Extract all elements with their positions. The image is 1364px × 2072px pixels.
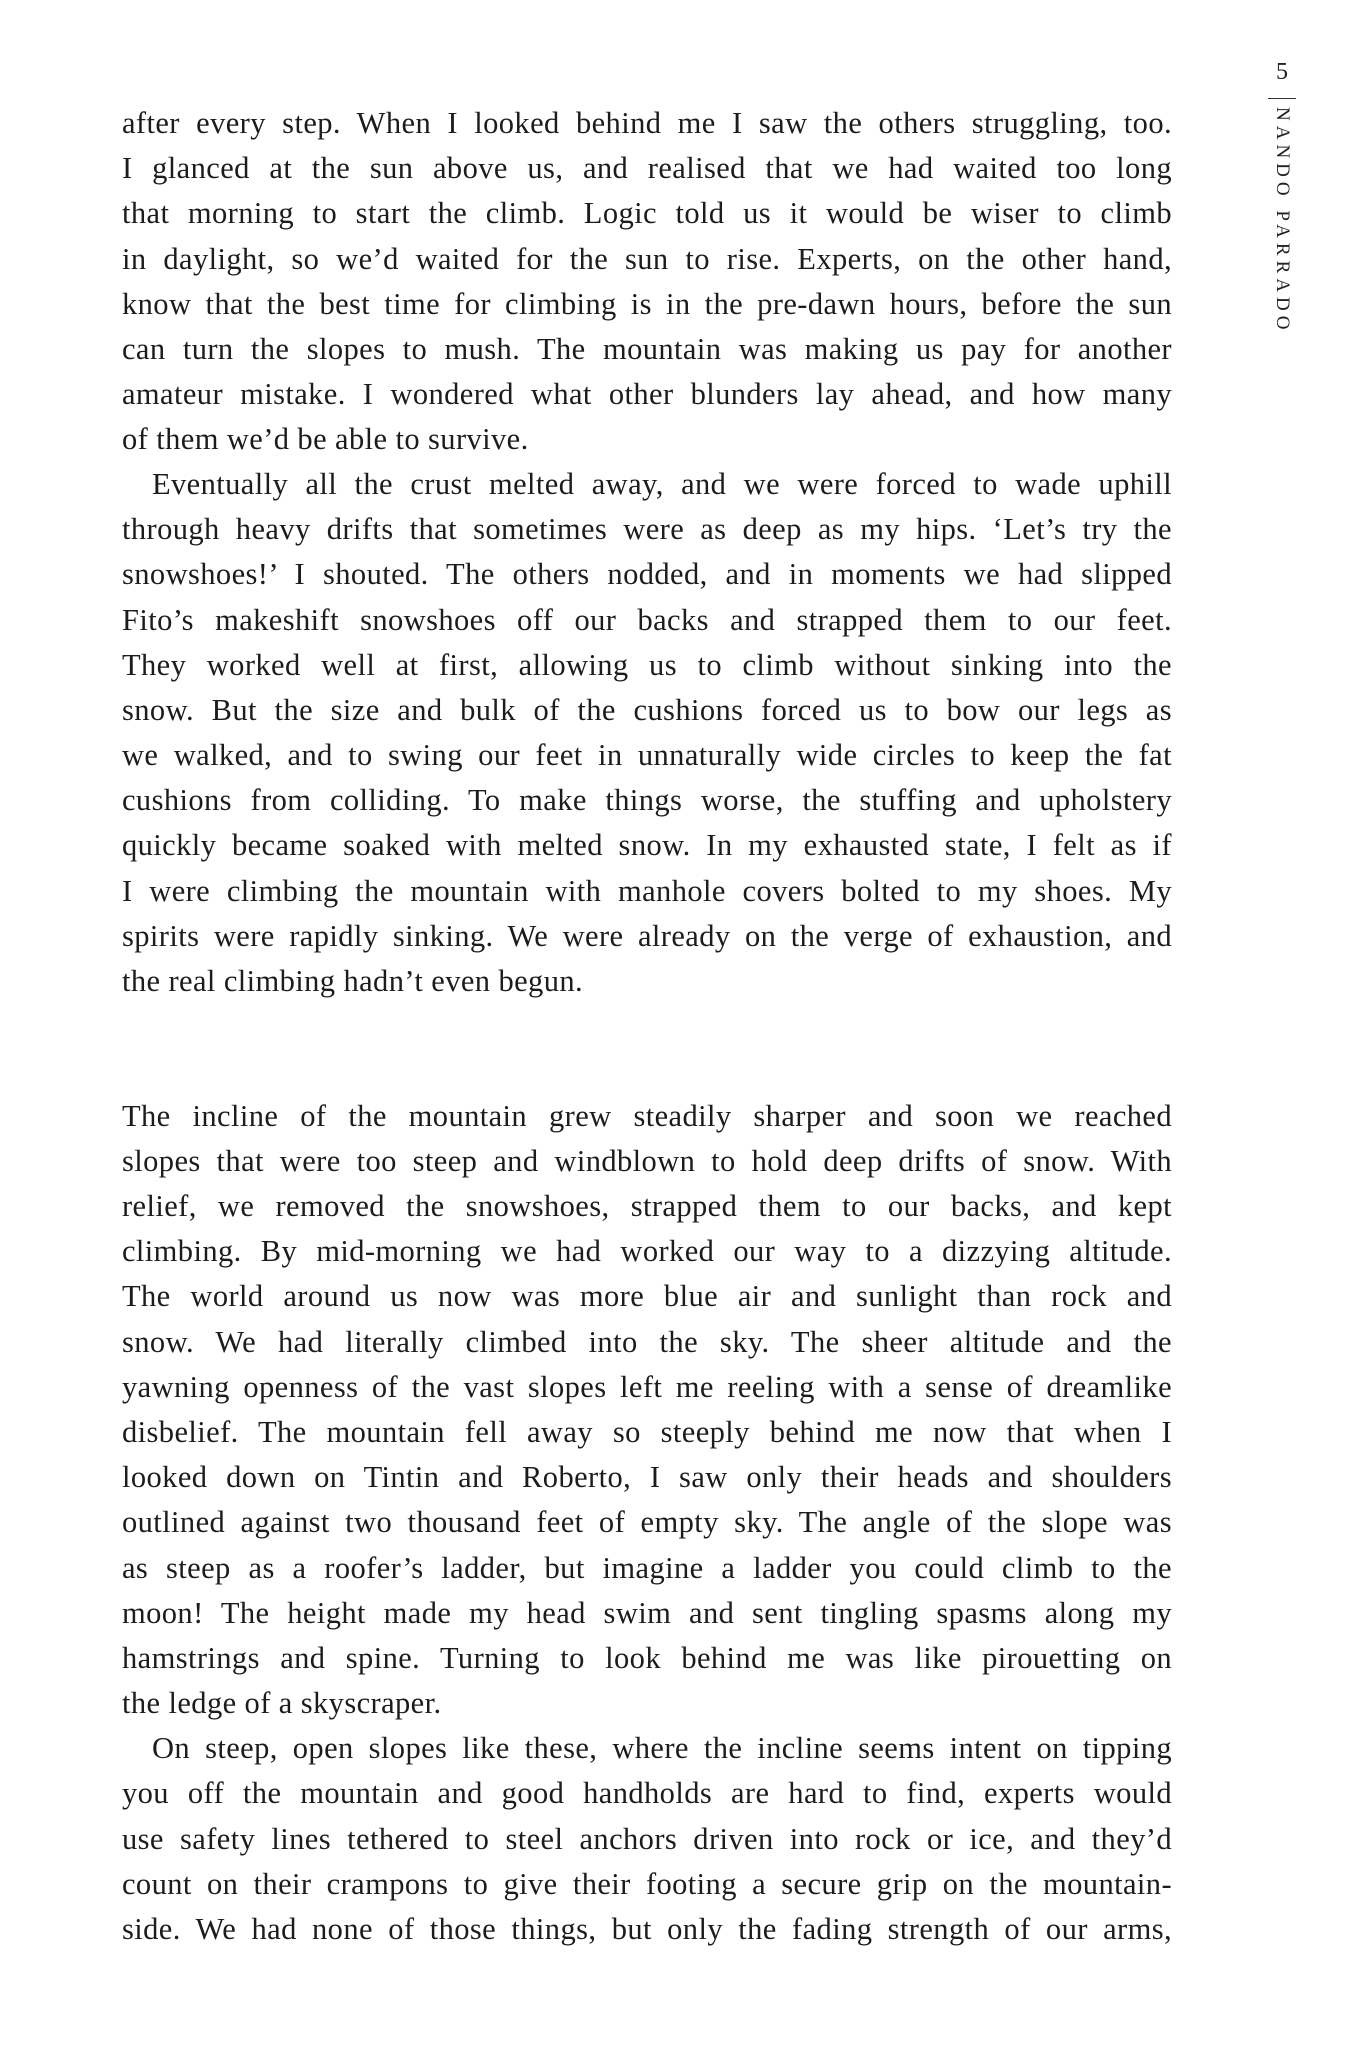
text-line: of them we’d be able to survive. — [122, 422, 529, 456]
running-head — [1262, 58, 1302, 334]
text-line: Fito’s makeshift snowshoes off our backs and strapped them to our feet. — [122, 603, 1172, 637]
text-line: snow. We had literally climbed into the sky. The sheer altitude and the — [122, 1325, 1172, 1359]
text-line: I glanced at the sun above us, and realised that we had waited too long — [122, 151, 1172, 185]
text-line: moon! The height made my head swim and sent tingling spasms along my — [122, 1596, 1172, 1630]
text-line: cushions from colliding. To make things worse, the stuffing and upholstery — [122, 783, 1172, 817]
text-line: I were climbing the mountain with manhole covers bolted to my shoes. My — [122, 874, 1172, 908]
text-line: can turn the slopes to mush. The mountain was making us pay for another — [122, 332, 1172, 366]
text-line: in daylight, so we’d waited for the sun to rise. Experts, on the other hand, — [122, 242, 1172, 276]
text-line: we walked, and to swing our feet in unnaturally wide circles to keep the fat — [122, 738, 1172, 772]
text-line: through heavy drifts that sometimes were as deep as my hips. ‘Let’s try the — [122, 512, 1172, 546]
text-line: hamstrings and spine. Turning to look behind me was like pirouetting on — [122, 1641, 1172, 1675]
text-line: yawning openness of the vast slopes left me reeling with a sense of dreamlike — [122, 1370, 1172, 1404]
text-line: They worked well at first, allowing us to climb without sinking into the — [122, 648, 1172, 682]
text-line: disbelief. The mountain fell away so steeply behind me now that when I — [122, 1415, 1172, 1449]
text-line: spirits were rapidly sinking. We were already on the verge of exhaustion, and — [122, 919, 1172, 953]
text-line: after every step. When I looked behind me I saw the others struggling, too. — [122, 106, 1172, 140]
text-line: count on their crampons to give their footing a secure grip on the mountain- — [122, 1867, 1172, 1901]
text-line: the ledge of a skyscraper. — [122, 1686, 442, 1720]
text-line: snow. But the size and bulk of the cushions forced us to bow our legs as — [122, 693, 1172, 727]
text-line: The incline of the mountain grew steadily sharper and soon we reached — [122, 1099, 1172, 1133]
text-line: On steep, open slopes like these, where the incline seems intent on tipping — [152, 1731, 1172, 1765]
text-line: climbing. By mid-morning we had worked our way to a dizzying altitude. — [122, 1234, 1172, 1268]
text-line: side. We had none of those things, but only the fading strength of our arms, — [122, 1912, 1172, 1946]
author-name: NANDO PARRADO — [1272, 107, 1293, 335]
text-line: snowshoes!’ I shouted. The others nodded, and in moments we had slipped — [122, 557, 1172, 591]
text-line: outlined against two thousand feet of empty sky. The angle of the slope was — [122, 1505, 1172, 1539]
text-line: The world around us now was more blue air and sunlight than rock and — [122, 1279, 1172, 1313]
text-line: relief, we removed the snowshoes, strapped them to our backs, and kept — [122, 1189, 1172, 1223]
text-line: know that the best time for climbing is in the pre-dawn hours, before the sun — [122, 287, 1172, 321]
text-line: amateur mistake. I wondered what other blunders lay ahead, and how many — [122, 377, 1172, 411]
text-line: use safety lines tethered to steel anchors driven into rock or ice, and they’d — [122, 1822, 1172, 1856]
text-line: the real climbing hadn’t even begun. — [122, 964, 584, 998]
running-head-divider — [1268, 98, 1296, 99]
text-line: quickly became soaked with melted snow. In my exhausted state, I felt as if — [122, 828, 1172, 862]
page-number: 5 — [1276, 59, 1288, 85]
text-line: slopes that were too steep and windblown to hold deep drifts of snow. With — [122, 1144, 1172, 1178]
text-line: Eventually all the crust melted away, and we were forced to wade uphill — [152, 467, 1172, 501]
text-line: you off the mountain and good handholds are hard to find, experts would — [122, 1776, 1172, 1810]
text-line: as steep as a roofer’s ladder, but imagine a ladder you could climb to the — [122, 1551, 1172, 1585]
text-line: looked down on Tintin and Roberto, I saw only their heads and shoulders — [122, 1460, 1172, 1494]
text-line: that morning to start the climb. Logic told us it would be wiser to climb — [122, 196, 1172, 230]
